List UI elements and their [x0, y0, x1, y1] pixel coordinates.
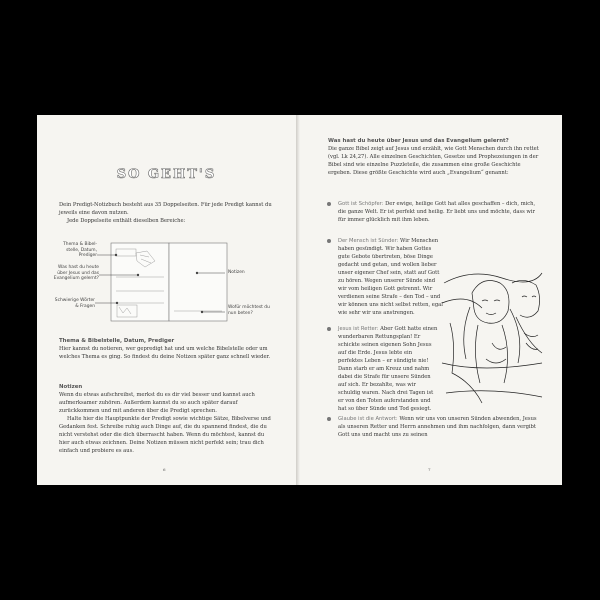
section-heading: Thema & Bibelstelle, Datum, Prediger: [59, 338, 175, 344]
bullet-icon: [327, 239, 331, 243]
section-body: Hier kannst du notieren, wer gepredigt hat und um welche Bibelstelle oder um welches Thema es ging. So findest du deine Notizen später ganz schnell wieder.: [59, 346, 271, 360]
item-term: Jesus ist Retter:: [338, 326, 379, 332]
page-number: 7: [428, 467, 431, 472]
item-text: Der ewige, heilige Gott hat alles geschaffen – dich, mich, die ganze Welt. Er ist perfekt und heilig. Er liebt uns und möchte, dass wir für immer glücklich mit ihm leben.: [338, 201, 536, 223]
jesus-illustration: [442, 263, 542, 408]
section-body: Die ganze Bibel zeigt auf Jesus und erzählt, wie Gott Menschen durch ihn rettet (vgl. Lk 24,27). Alle einzelnen Geschichten, Gesetze und Prophezeiungen in der Bibel sind wie einzelne Puzzleteile, die zusammen eine große Geschichte ergeben. Diese größte Geschichte wird auch „Evangelium“ genannt:: [328, 146, 539, 176]
gospel-item: [328, 237, 444, 317]
item-term: Der Mensch ist Sünder:: [338, 238, 399, 244]
section-heading: Notizen: [59, 384, 83, 390]
section-thema: [59, 337, 273, 361]
gospel-item: [328, 200, 542, 224]
section-body: Halte hier die Hauptpunkte der Predigt sowie wichtige Sätze, Bibelverse und Gedanken fest. Schreibe ruhig auch Dinge auf, die du spannend findest, die du nicht verstehst oder die dich überrascht haben. Wenn du möchtest, kannst du hier auch etwas zeichnen. Deine Notizen müssen nicht perfekt sein; trau dich einfach und probiere es aus.: [59, 416, 271, 454]
right-intro: [328, 137, 542, 177]
section-notizen: [59, 383, 273, 455]
bullet-icon: [327, 327, 331, 331]
section-body: Wenn du etwas aufschreibst, merkst du es dir viel besser und kannst auch aufmerksamer zuhören. Außerdem kannst du so auch später darauf zurückkommen und mit anderen über die Predigt sprechen.: [59, 392, 255, 414]
gospel-item: [328, 415, 542, 439]
label-wofuer: Wofür möchtest du nun beten?: [228, 305, 270, 316]
label-schwierige: Schwierige Wörter & Fragen: [54, 298, 95, 309]
label-thema: Thema & Bibel-stelle, Datum, Prediger: [63, 242, 97, 258]
bullet-icon: [327, 202, 331, 206]
item-text: Wenn wir uns von unseren Sünden abwenden, Jesus als unseren Retter und Herrn annehmen und ihm nachfolgen, dann vergibt Gott uns und macht uns zu seinen: [338, 416, 537, 438]
item-text: Wir Menschen haben gesündigt. Wir haben Gottes gute Gebote übertreten, böse Dinge gedacht und getan, und wollen lieber unser eigener Chef sein, statt auf Gott zu hören. Wegen unserer Sünde sind wir vom heiligen Gott getrennt. Wir verdienen seine Strafe – den Tod – und wir können uns nicht selbst retten, egal wie sehr wir uns anstrengen.: [338, 238, 443, 316]
label-notizen: Notizen: [228, 270, 245, 275]
item-term: Gott ist Schöpfer:: [338, 201, 384, 207]
gospel-item: [328, 325, 438, 413]
intro-text: [59, 201, 273, 225]
item-term: Glaube ist die Antwort:: [338, 416, 398, 422]
bullet-icon: [327, 417, 331, 421]
label-was-hast: Was hast du heute über Jesus und das Evangelium gelernt?: [53, 265, 99, 281]
item-text: Aber Gott hatte einen wunderbaren Rettungsplan! Er schickte seinen eigenen Sohn Jesus auf die Erde. Jesus lebte ein perfektes Leben – er sündigte nie! Dann starb er am Kreuz und nahm dabei die Strafe für unsere Sünden auf sich. Er bezahlte, was wir schuldig waren. Nach drei Tagen ist er von den Toten auferstanden und hat so über Sünde und Tod gesiegt.: [338, 326, 438, 412]
intro-paragraph-2: Jede Doppelseite enthält dieselben Bereiche:: [67, 218, 186, 224]
left-page: [37, 115, 296, 485]
page-number: 6: [163, 467, 166, 472]
right-page: [300, 115, 562, 485]
page-title: SO GEHT'S: [116, 167, 217, 182]
intro-paragraph: Dein Predigt-Notizbuch besteht aus 35 Doppelseiten. Für jede Predigt kannst du jeweils eine davon nutzen.: [59, 202, 272, 216]
section-heading: Was hast du heute über Jesus und das Evangelium gelernt?: [328, 138, 509, 144]
